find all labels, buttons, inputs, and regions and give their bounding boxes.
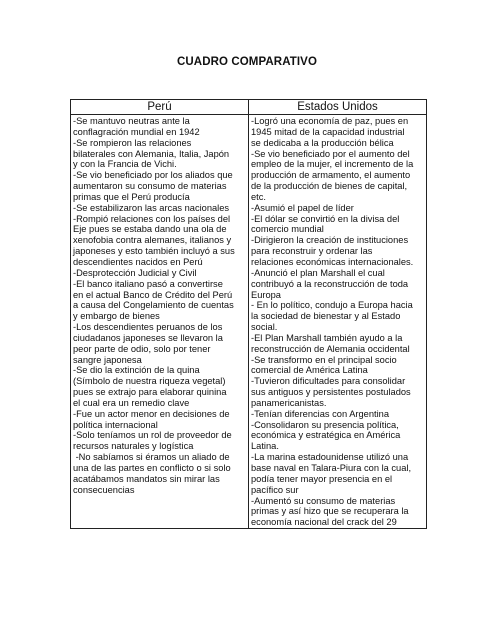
usa-text-line: relaciones económicas internacionales. [251, 256, 414, 267]
peru-text-line: peor parte de odio, solo por tener [73, 343, 211, 354]
table-row [71, 115, 427, 529]
usa-text-line: comercial de América Latina [251, 365, 368, 376]
peru-text-line: -El banco italiano pasó a convertirse [73, 278, 223, 289]
usa-text-line: contribuyó a la reconstrucción de toda [251, 278, 409, 289]
usa-text-line: -Asumió el papel de líder [251, 202, 354, 213]
usa-text-line: etc. [251, 191, 266, 202]
peru-text-line: recursos naturales y logística [73, 441, 194, 452]
usa-text-line: se dedicaba a la producción bélica [251, 137, 394, 148]
peru-text-line: -Desprotección Judicial y Civil [73, 267, 197, 278]
usa-text-line: sus antiguos y persistentes postulados [251, 387, 411, 398]
peru-text-line: una de las partes en conflicto o si solo [73, 463, 231, 473]
peru-text-line: conflagración mundial en 1942 [73, 126, 200, 137]
usa-text-line: pacífico sur [251, 484, 299, 495]
usa-text-line: panamericanistas. [251, 397, 327, 408]
usa-text-line: la sociedad de bienestar y al Estado [251, 311, 401, 322]
usa-text-line: Europa [251, 289, 281, 300]
peru-text-line: -Se mantuvo neutras ante la [73, 116, 190, 126]
usa-text-line: -La marina estadounidense utilizó una [251, 452, 409, 463]
peru-text-line: -Solo teníamos un rol de proveedor de [73, 430, 232, 441]
peru-text-line: acatábamos mandatos sin mirar las [73, 473, 220, 484]
usa-text-line: económica y estratégica en América [251, 430, 401, 441]
usa-text-line: podía tener mayor presencia en el [251, 473, 393, 484]
usa-text-line: -Consolidaron su presencia política, [251, 419, 399, 430]
document-title: CUADRO COMPARATIVO [176, 56, 317, 68]
peru-text-line: -No sabíamos si éramos un aliado de [73, 452, 230, 463]
usa-cell [249, 115, 427, 529]
usa-text-line: producción de armamento, el aumento [251, 170, 411, 181]
peru-text-line: aumentaron su consumo de materias [73, 181, 227, 192]
peru-text-line: (Símbolo de nuestra riqueza vegetal) [73, 376, 226, 387]
usa-text-line: -Logró una economía de paz, pues en [251, 116, 409, 126]
peru-text-line: sangre japonesa [73, 354, 142, 365]
peru-text-line: -Se dio la extinción de la quina [73, 365, 200, 376]
peru-text-line: y con la Francia de Vichi. [73, 159, 177, 170]
usa-text-line: -Se transformo en el principal socio [251, 354, 397, 365]
usa-text-line: base naval en Talara-Piura con la cual, [251, 463, 412, 473]
peru-text-line: Eje pues se estaba dando una ola de [73, 224, 227, 235]
peru-text-line: -Se vio beneficiado por los aliados que [73, 170, 233, 181]
peru-text-line: pues se extrajo para elaborar quinina [73, 387, 227, 398]
peru-text-line: descendientes nacidos en Perú [73, 256, 203, 267]
usa-text-line: comercio mundial [251, 224, 324, 235]
peru-cell [71, 115, 249, 529]
peru-text-line: a causa del Congelamiento de cuentas [73, 300, 234, 311]
peru-text-line: ciudadanos japoneses se llevaron la [73, 332, 223, 343]
column-header-peru: Perú [71, 100, 249, 115]
peru-text-line: japoneses y esto también incluyó a sus [73, 246, 235, 257]
peru-text-line: y embargo de bienes [73, 311, 160, 322]
usa-text-line: 1945 mitad de la capacidad industrial [251, 126, 405, 137]
column-header-usa: Estados Unidos [249, 100, 427, 115]
comparison-table [70, 99, 427, 529]
peru-text-line: xenofobia contra alemanes, italianos y [73, 235, 232, 246]
usa-text-line: Latina. [251, 441, 279, 452]
peru-text-line: consecuencias [73, 484, 135, 495]
usa-text-line: -Aumentó su consumo de materias [251, 495, 396, 506]
usa-text-line: para reconstruir y ordenar las [251, 246, 373, 257]
peru-text-line: -Fue un actor menor en decisiones de [73, 408, 230, 419]
usa-text-line: -Tuvieron dificultades para consolidar [251, 376, 406, 387]
usa-text-line: -Anunció el plan Marshall el cual [251, 267, 385, 278]
usa-text-line: -Se vio beneficiado por el aumento del [251, 148, 410, 159]
peru-text-line: -Se rompieron las relaciones [73, 137, 192, 148]
peru-text-line: el cual era un remedio clave [73, 397, 190, 408]
peru-text-line: -Rompió relaciones con los países del [73, 213, 231, 224]
usa-text-line: de la producción de bienes de capital, [251, 181, 408, 192]
peru-text-line: -Se estabilizaron las arcas nacionales [73, 202, 230, 213]
peru-text-line: en el actual Banco de Crédito del Perú [73, 289, 233, 300]
usa-text-line: -Dirigieron la creación de instituciones [251, 235, 409, 246]
usa-text-line: -El dólar se convirtió en la divisa del [251, 213, 400, 224]
table-header-row [71, 100, 427, 115]
peru-text-line: primas que el Perú producía [73, 191, 190, 202]
peru-text-line: bilaterales con Alemania, Italia, Japón [73, 148, 230, 159]
usa-text-line: - En lo político, condujo a Europa hacia [251, 300, 413, 311]
usa-text-line: economía nacional del crack del 29 [251, 517, 397, 528]
usa-text-line: social. [251, 322, 278, 333]
usa-text-line: empleo de la mujer, el incremento de la [251, 159, 414, 170]
peru-text-line: -Los descendientes peruanos de los [73, 322, 223, 333]
usa-text-line: -El Plan Marshall también ayudo a la [251, 332, 403, 343]
usa-text-line: reconstrucción de Alemania occidental [251, 343, 410, 354]
peru-text-line: política internacional [73, 419, 158, 430]
usa-text-line: -Tenían diferencias con Argentina [251, 408, 389, 419]
usa-text-line: primas y así hizo que se recuperara la [251, 506, 409, 517]
